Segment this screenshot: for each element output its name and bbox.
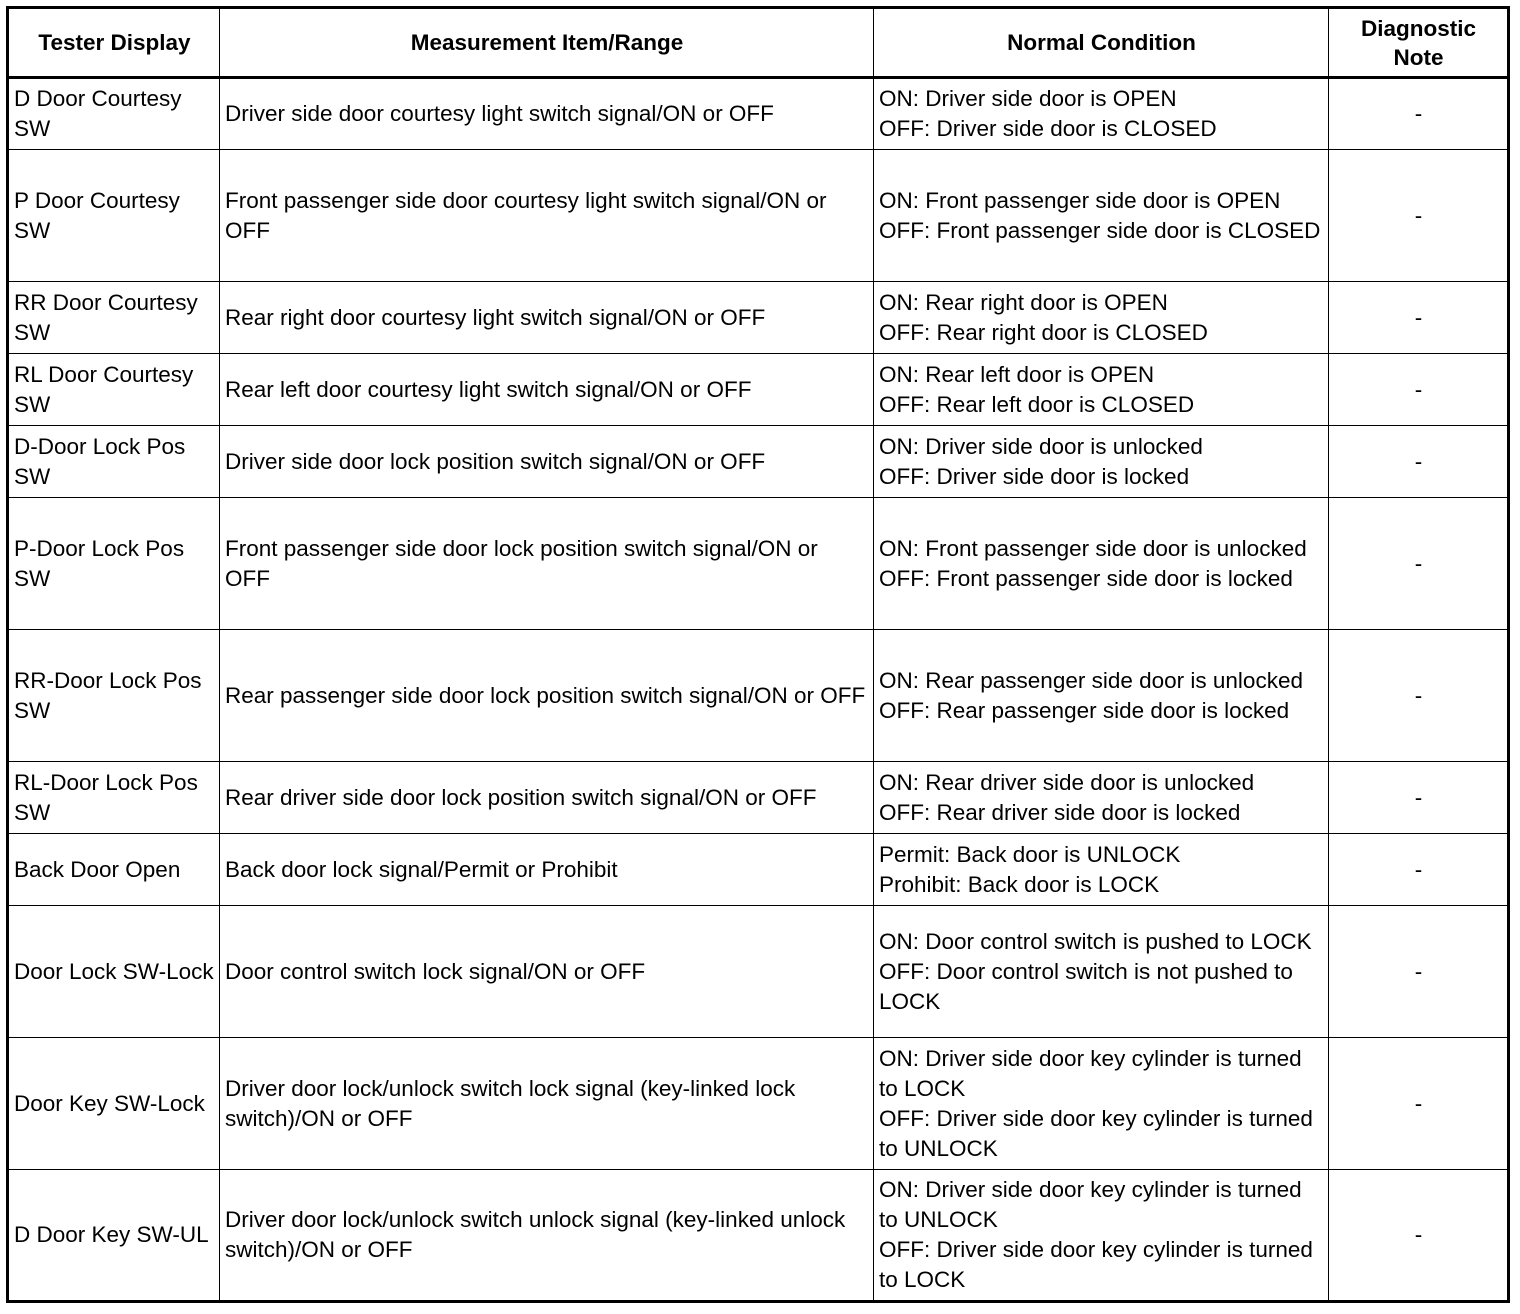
diagnostic-note-cell: - — [1329, 354, 1509, 426]
normal-condition-cell — [874, 762, 1329, 834]
tester-display-cell: Back Door Open — [8, 834, 220, 906]
tester-display-cell: Door Lock SW-Lock — [8, 906, 220, 1038]
tester-display-cell: P-Door Lock Pos SW — [8, 498, 220, 630]
diagnostic-note-cell: - — [1329, 762, 1509, 834]
condition-off: OFF: Driver side door key cylinder is turned to UNLOCK — [879, 1105, 1313, 1161]
diagnostic-note-cell: - — [1329, 498, 1509, 630]
table-row — [8, 906, 1509, 1038]
condition-on: ON: Door control switch is pushed to LOCK — [879, 928, 1312, 954]
condition-off: OFF: Rear driver side door is locked — [879, 799, 1241, 825]
diagnostic-note-cell: - — [1329, 1170, 1509, 1302]
diagnostic-note-cell: - — [1329, 906, 1509, 1038]
tester-display-cell: P Door Courtesy SW — [8, 150, 220, 282]
normal-condition-cell — [874, 426, 1329, 498]
condition-on: ON: Rear right door is OPEN — [879, 289, 1168, 315]
normal-condition-cell — [874, 1038, 1329, 1170]
header-row — [8, 8, 1509, 78]
measurement-cell: Rear right door courtesy light switch signal/ON or OFF — [220, 282, 874, 354]
measurement-cell: Rear left door courtesy light switch signal/ON or OFF — [220, 354, 874, 426]
table-row — [8, 282, 1509, 354]
normal-condition-cell — [874, 354, 1329, 426]
measurement-cell: Door control switch lock signal/ON or OFF — [220, 906, 874, 1038]
table-row — [8, 1038, 1509, 1170]
measurement-cell: Front passenger side door lock position switch signal/ON or OFF — [220, 498, 874, 630]
table-row — [8, 78, 1509, 150]
measurement-cell: Rear driver side door lock position switch signal/ON or OFF — [220, 762, 874, 834]
normal-condition-cell — [874, 78, 1329, 150]
measurement-cell: Driver door lock/unlock switch lock signal (key-linked lock switch)/ON or OFF — [220, 1038, 874, 1170]
diagnostic-note-cell: - — [1329, 834, 1509, 906]
tester-display-cell: D Door Courtesy SW — [8, 78, 220, 150]
measurement-cell: Back door lock signal/Permit or Prohibit — [220, 834, 874, 906]
measurement-cell: Driver door lock/unlock switch unlock signal (key-linked unlock switch)/ON or OFF — [220, 1170, 874, 1302]
condition-on: Permit: Back door is UNLOCK — [879, 841, 1181, 867]
tester-display-cell: RL Door Courtesy SW — [8, 354, 220, 426]
condition-off: Prohibit: Back door is LOCK — [879, 871, 1160, 897]
diagnostic-note-cell: - — [1329, 282, 1509, 354]
condition-off: OFF: Front passenger side door is CLOSED — [879, 217, 1321, 243]
condition-on: ON: Rear driver side door is unlocked — [879, 769, 1255, 795]
data-list-table — [6, 6, 1510, 1303]
diagnostic-note-cell: - — [1329, 426, 1509, 498]
normal-condition-cell — [874, 498, 1329, 630]
condition-on: ON: Driver side door is OPEN — [879, 86, 1177, 111]
tester-display-cell: Door Key SW-Lock — [8, 1038, 220, 1170]
diagnostic-note-cell: - — [1329, 150, 1509, 282]
condition-on: ON: Driver side door key cylinder is turned to LOCK — [879, 1045, 1302, 1101]
condition-off: OFF: Rear left door is CLOSED — [879, 391, 1195, 417]
tester-display-cell: RR Door Courtesy SW — [8, 282, 220, 354]
normal-condition-cell — [874, 150, 1329, 282]
condition-off: OFF: Driver side door is locked — [879, 463, 1190, 489]
header-normal-condition: Normal Condition — [874, 8, 1329, 78]
normal-condition-cell — [874, 906, 1329, 1038]
table-row — [8, 498, 1509, 630]
condition-off: OFF: Rear passenger side door is locked — [879, 697, 1290, 723]
header-measurement-item: Measurement Item/Range — [220, 8, 874, 78]
header-diagnostic-note: Diagnostic Note — [1329, 8, 1509, 78]
condition-off: OFF: Front passenger side door is locked — [879, 565, 1293, 591]
condition-on: ON: Rear passenger side door is unlocked — [879, 667, 1303, 693]
tester-display-cell: RL-Door Lock Pos SW — [8, 762, 220, 834]
normal-condition-cell — [874, 282, 1329, 354]
diagnostic-note-cell: - — [1329, 1038, 1509, 1170]
normal-condition-cell — [874, 834, 1329, 906]
normal-condition-cell — [874, 630, 1329, 762]
measurement-cell: Rear passenger side door lock position switch signal/ON or OFF — [220, 630, 874, 762]
table-row — [8, 426, 1509, 498]
condition-on: ON: Rear left door is OPEN — [879, 361, 1155, 387]
condition-on: ON: Driver side door key cylinder is turned to UNLOCK — [879, 1177, 1302, 1232]
condition-off: OFF: Driver side door key cylinder is turned to LOCK — [879, 1237, 1313, 1292]
table-row — [8, 1170, 1509, 1302]
table-row — [8, 150, 1509, 282]
table-body — [8, 78, 1509, 1302]
condition-off: OFF: Door control switch is not pushed to LOCK — [879, 958, 1293, 1014]
tester-display-cell: D-Door Lock Pos SW — [8, 426, 220, 498]
table-header — [8, 8, 1509, 78]
condition-off: OFF: Driver side door is CLOSED — [879, 116, 1217, 141]
measurement-cell: Front passenger side door courtesy light switch signal/ON or OFF — [220, 150, 874, 282]
diagnostic-note-cell: - — [1329, 78, 1509, 150]
table-row — [8, 630, 1509, 762]
measurement-cell: Driver side door courtesy light switch signal/ON or OFF — [220, 78, 874, 150]
normal-condition-cell — [874, 1170, 1329, 1302]
measurement-cell: Driver side door lock position switch signal/ON or OFF — [220, 426, 874, 498]
table-row — [8, 762, 1509, 834]
tester-display-cell: RR-Door Lock Pos SW — [8, 630, 220, 762]
diagnostic-note-cell: - — [1329, 630, 1509, 762]
header-tester-display: Tester Display — [8, 8, 220, 78]
table-row — [8, 354, 1509, 426]
condition-on: ON: Front passenger side door is OPEN — [879, 187, 1281, 213]
condition-on: ON: Front passenger side door is unlocked — [879, 535, 1307, 561]
table-row — [8, 834, 1509, 906]
condition-off: OFF: Rear right door is CLOSED — [879, 319, 1208, 345]
tester-display-cell: D Door Key SW-UL — [8, 1170, 220, 1302]
condition-on: ON: Driver side door is unlocked — [879, 433, 1203, 459]
